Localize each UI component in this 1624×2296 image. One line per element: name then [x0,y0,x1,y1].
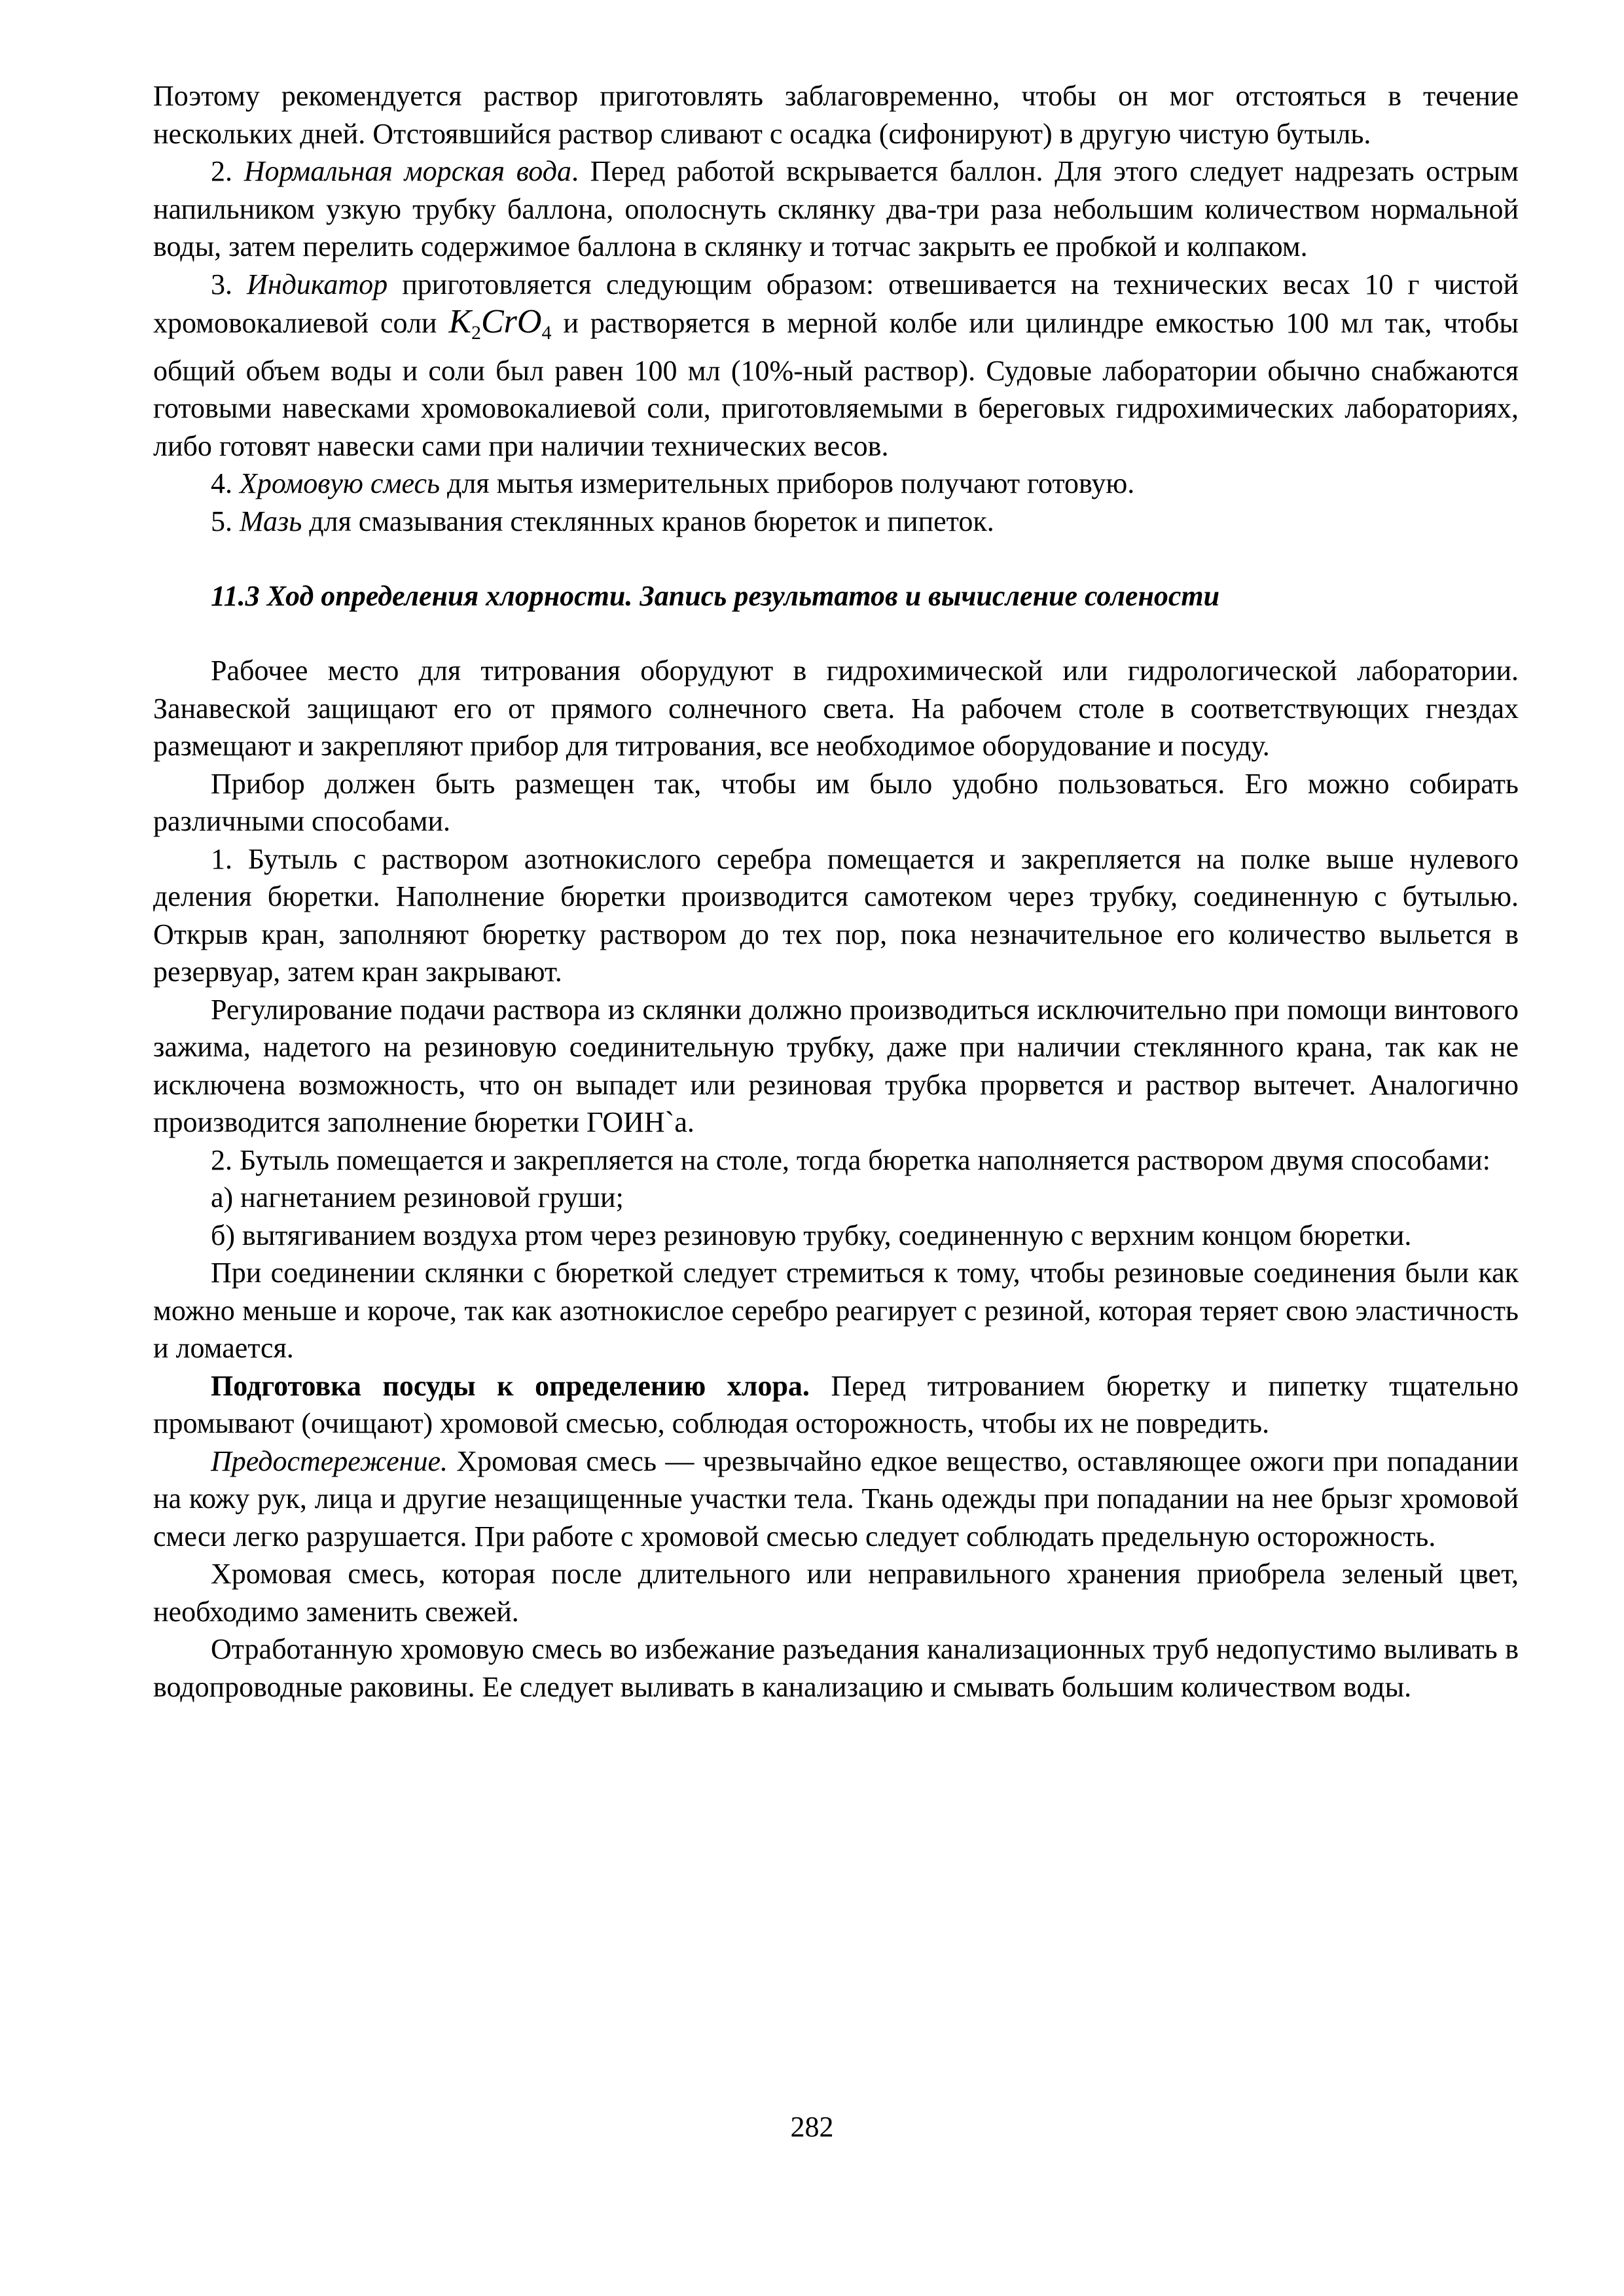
page-number: 282 [790,2111,834,2143]
item-4-text: для мытья измерительных приборов получают готовую. [440,467,1135,499]
list-item-a: а) нагнетанием резиновой груши; [211,1181,624,1213]
intro-paragraph: Поэтому рекомендуется раствор приготовлять заблаговременно, чтобы он мог отстояться в течение нескольких дней. Отстоявшийся раствор сливают с осадка (сифонируют) в другую чистую бутыль. [153,80,1519,150]
item-3-text-after: и растворяется в мерной колбе или цилиндре емкостью 100 мл так, чтобы общий объем воды и соли был равен 100 мл (10%-ный раствор). Судовые лаборатории обычно снабжаются готовыми навесками хромовокалиевой соли, приготовляемыми в береговых гидрохимических лабораториях, либо готовят навески сами при наличии технических весов. [153,307,1519,462]
chemical-formula: $K_2CrO_4$ [448,303,552,344]
item-5-paragraph [153,503,1519,541]
warning-paragraph [153,1443,1519,1556]
body-paragraph: Регулирование подачи раствора из склянки должно производиться исключительно при помощи винтового зажима, надетого на резиновую соединительную трубку, даже при наличии стеклянного крана, так как не исключена возможность, что он выпадет или резиновая трубка прорвется и раствор вытечет. Аналогично производится заполнение бюретки ГОИН`а. [153,993,1519,1138]
prep-text: Перед титрованием бюретку и пипетку тщательно промывают (очищают) хромовой смесью, соблюдая осторожность, чтобы их не повредить. [153,1369,1519,1439]
item-3-text-before: приготовляется следующим образом: отвешивается на технических весах 10 г чистой хромовокалиевой соли [153,268,1519,339]
item-2-number: 2. [211,155,244,187]
list-item-b: б) вытягиванием воздуха ртом через резиновую трубку, соединенную с верхним концом бюретки. [211,1219,1412,1251]
item-3-term: Индикатор [247,268,388,300]
body-paragraph: Рабочее место для титрования оборудуют в гидрохимической или гидрологической лаборатории. Занавеской защищают его от прямого солнечного света. На рабочем столе в соответствующих гнездах размещают и закрепляют прибор для титрования, все необходимое оборудование и посуду. [153,655,1519,762]
body-paragraph: Прибор должен быть размещен так, чтобы им было удобно пользоваться. Его можно собирать различными способами. [153,767,1519,837]
item-4-term: Хромовую смесь [240,467,441,499]
item-5-text: для смазывания стеклянных кранов бюреток и пипеток. [302,505,994,537]
prep-paragraph [153,1367,1519,1443]
section-heading: 11.3 Ход определения хлорности. Запись результатов и вычисление солености [211,580,1220,612]
item-2-paragraph [153,152,1519,266]
page-body [153,77,1519,1706]
warning-text: Хромовая смесь — чрезвычайно едкое вещество, оставляющее ожоги при попадании на кожу рук, лица и другие незащищенные участки тела. Ткань одежды при попадании на нее брызг хромовой смеси легко разрушается. При работе с хромовой смесью следует соблюдать предельную осторожность. [153,1444,1519,1552]
item-3-number: 3. [211,268,247,300]
item-4-paragraph [153,465,1519,503]
item-2-text: . Перед работой вскрывается баллон. Для этого следует надрезать острым напильником узкую трубку баллона, ополоснуть склянку два-три раза небольшим количеством нормальной воды, затем перелить содержимое баллона в склянку и тотчас закрыть ее пробкой и колпаком. [153,155,1519,262]
item-2-term: Нормальная морская вода [244,155,571,187]
prep-title: Подготовка посуды к определению хлора. [211,1369,810,1402]
closing-paragraph: Отработанную хромовую смесь во избежание разъедания канализационных труб недопустимо выливать в водопроводные раковины. Ее следует выливать в канализацию и смывать большим количеством воды. [153,1633,1519,1703]
item-3-paragraph [153,266,1519,465]
body-paragraph: При соединении склянки с бюреткой следует стремиться к тому, чтобы резиновые соединения были как можно меньше и короче, так как азотнокислое серебро реагирует с резиной, которая теряет свою эластичность и ломается. [153,1257,1519,1364]
body-paragraph: 2. Бутыль помещается и закрепляется на столе, тогда бюретка наполняется раствором двумя способами: [211,1143,1490,1176]
warning-label: Предостережение. [211,1444,448,1477]
item-5-term: Мазь [240,505,302,537]
item-5-number: 5. [211,505,240,537]
body-paragraph: 1. Бутыль с раствором азотнокислого серебра помещается и закрепляется на полке выше нулевого деления бюретки. Наполнение бюретки производится самотеком через трубку, соединенную с бутылью. Открыв кран, заполняют бюретку раствором до тех пор, пока незначительное его количество выльется в резервуар, затем кран закрывают. [153,842,1519,988]
item-4-number: 4. [211,467,240,499]
closing-paragraph: Хромовая смесь, которая после длительного или неправильного хранения приобрела зеленый цвет, необходимо заменить свежей. [153,1558,1519,1628]
